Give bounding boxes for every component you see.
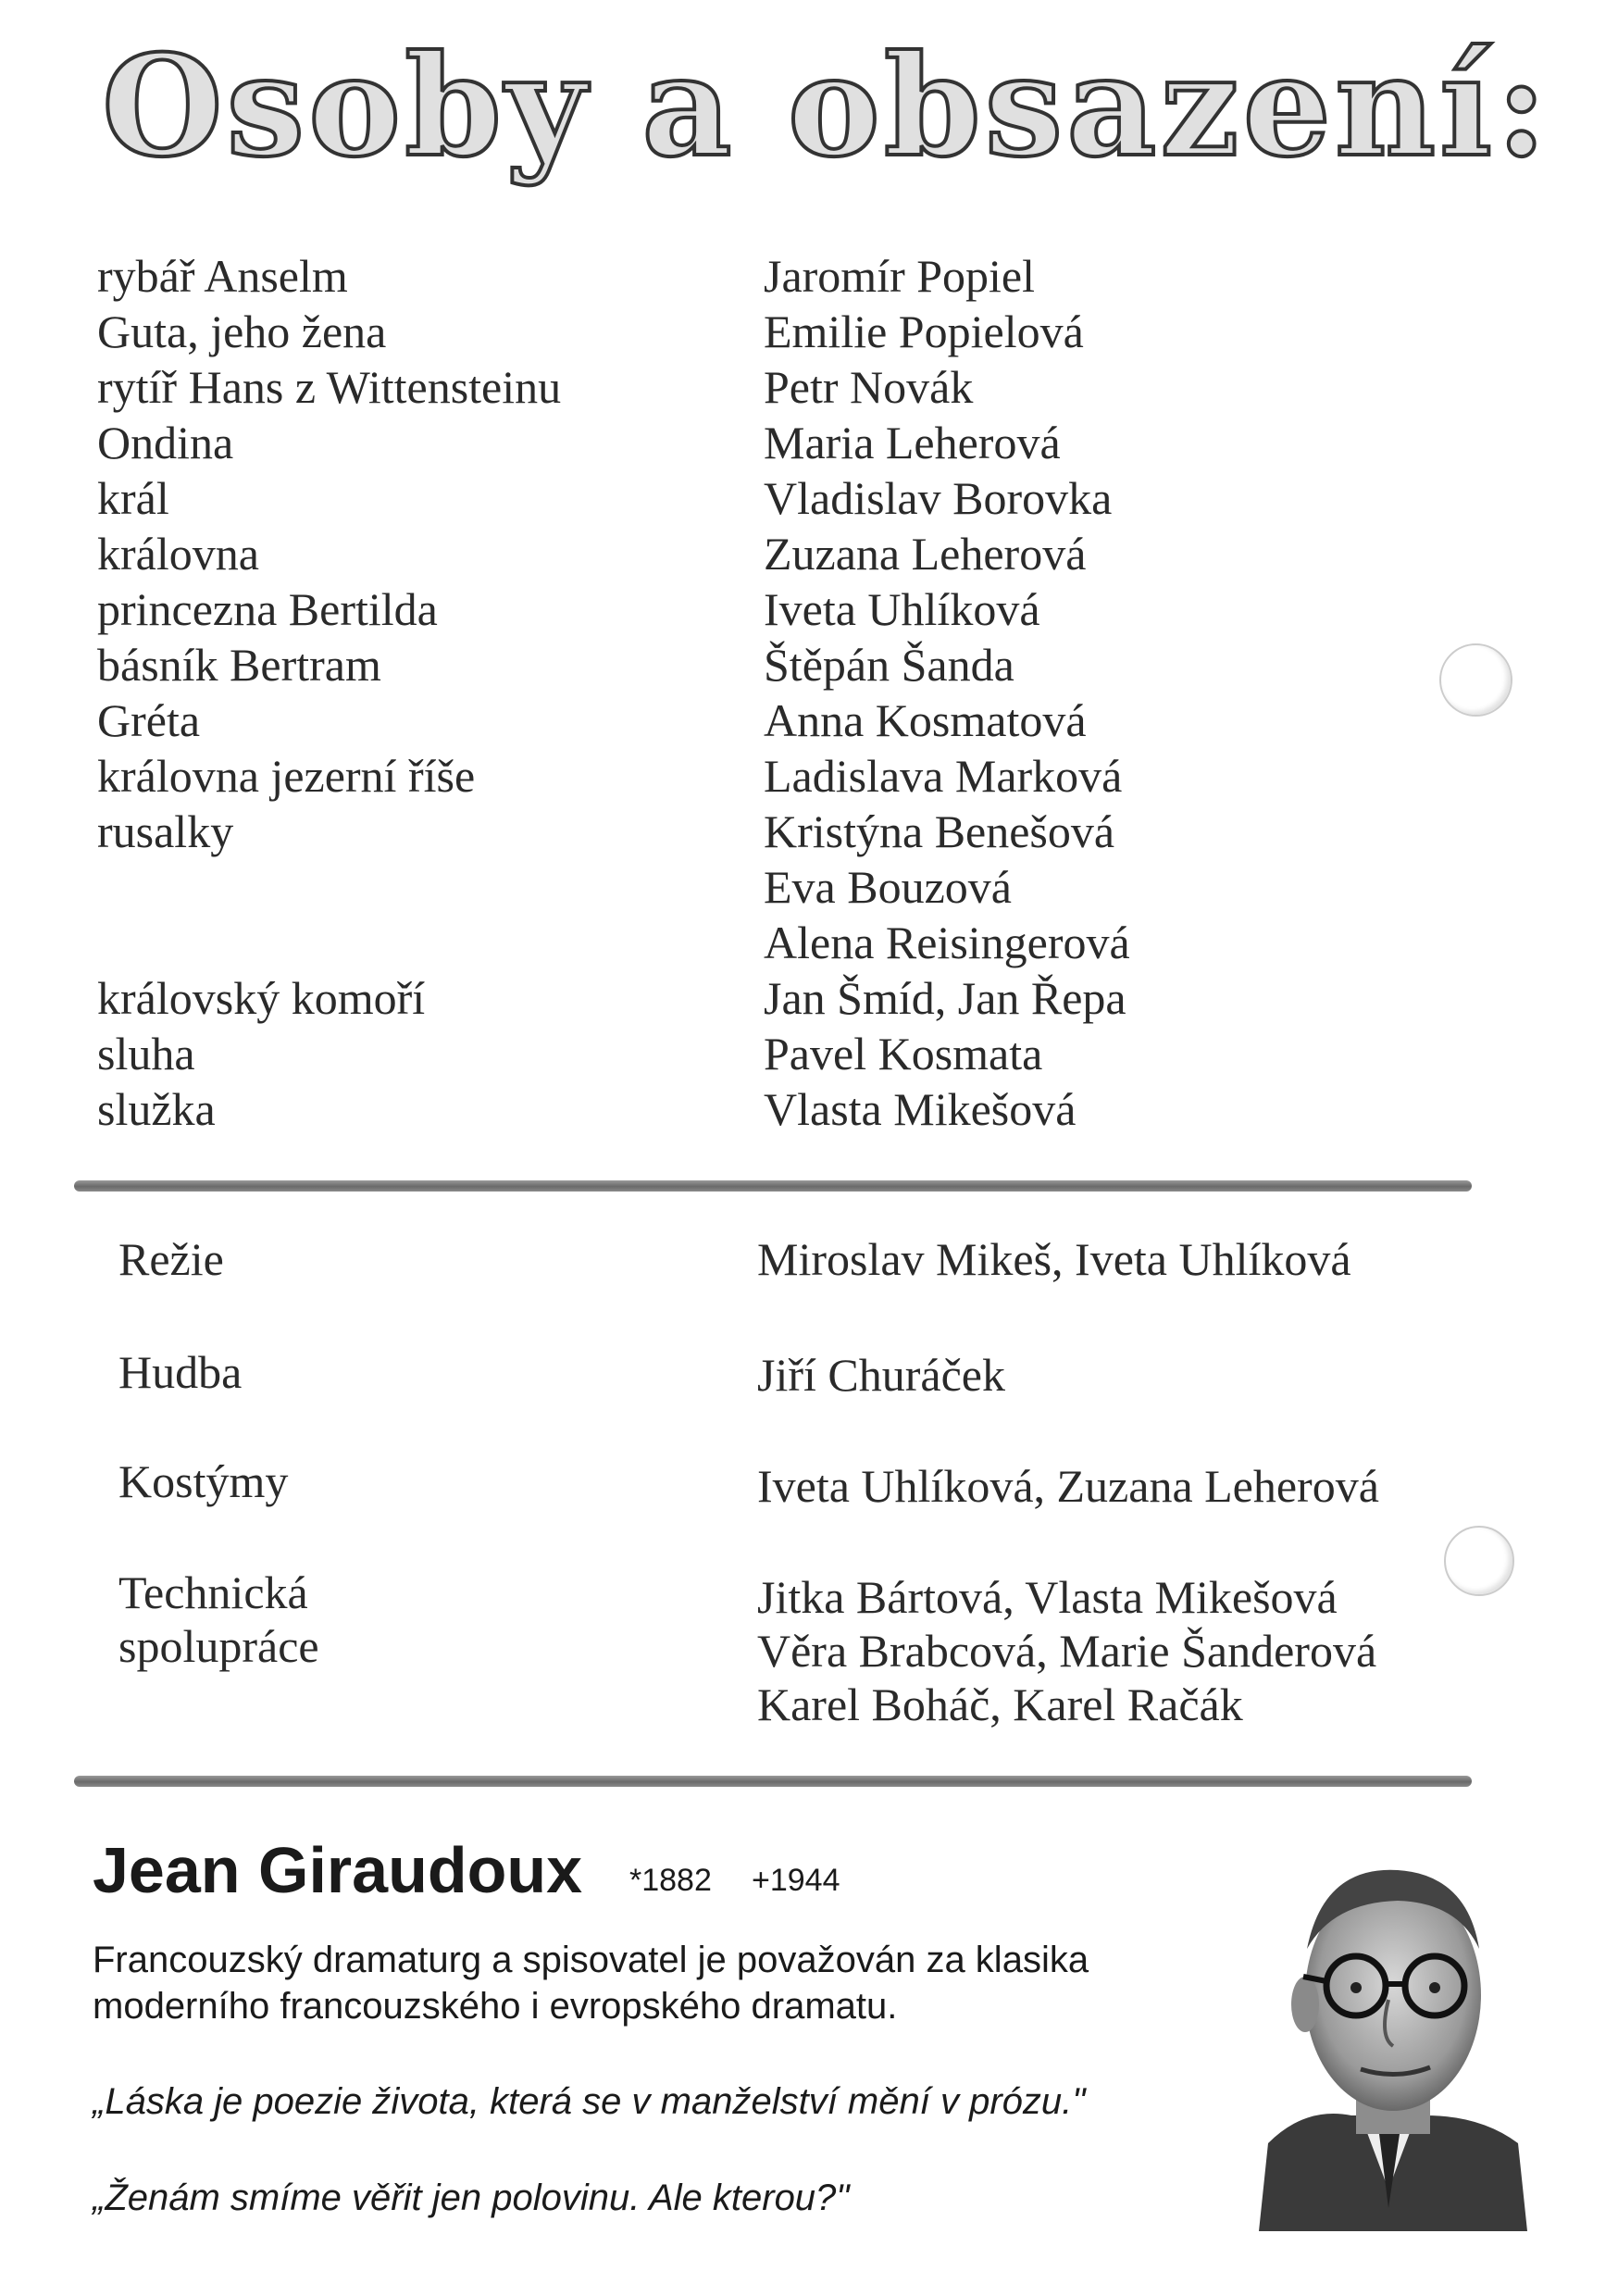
cast-actor: Anna Kosmatová (764, 694, 1087, 746)
author-quote-2: „Ženám smíme věřit jen polovinu. Ale kterou?" (93, 2177, 850, 2218)
cast-actor: Zuzana Leherová (764, 528, 1087, 580)
technical-value-1: Jitka Bártová, Vlasta Mikešová (757, 1571, 1338, 1623)
direction-value: Miroslav Mikeš, Iveta Uhlíková (757, 1233, 1351, 1285)
punch-hole (1444, 1526, 1514, 1596)
cast-role: sluha (97, 1028, 195, 1079)
cast-actor: Ladislava Marková (764, 750, 1123, 802)
costumes-label: Kostýmy (118, 1455, 289, 1507)
cast-actor: Emilie Popielová (764, 306, 1084, 357)
page-title: Osoby a obsazení: (102, 25, 1551, 188)
author-died: +1944 (752, 1863, 840, 1898)
author-quote-1: „Láska je poezie života, která se v manželství mění v prózu." (93, 2081, 1086, 2122)
role-list (97, 248, 561, 1137)
cast-role: básník Bertram (97, 639, 381, 691)
author-name: Jean Giraudoux (93, 1834, 583, 1906)
cast-role: Ondina (97, 417, 234, 468)
cast-actor: Eva Bouzová (764, 861, 1012, 913)
author-born: *1882 (629, 1863, 712, 1898)
cast-role (97, 915, 561, 970)
cast-role: Gréta (97, 694, 201, 746)
cast-actor: Jan Šmíd, Jan Řepa (764, 972, 1126, 1024)
cast-role: služka (97, 1083, 216, 1135)
actor-list (764, 248, 1130, 1137)
cast-actor: Pavel Kosmata (764, 1028, 1043, 1079)
costumes-value: Iveta Uhlíková, Zuzana Leherová (757, 1460, 1379, 1512)
technical-value-3: Karel Boháč, Karel Račák (757, 1678, 1243, 1730)
author-bio: Francouzský dramaturg a spisovatel je považován za klasika moderního francouzského i evropského dramatu. (93, 1940, 1089, 2027)
direction-label: Režie (118, 1233, 224, 1285)
music-label: Hudba (118, 1346, 243, 1398)
cast-role (97, 859, 561, 915)
cast-actor: Štěpán Šanda (764, 639, 1014, 691)
cast-role: královna (97, 528, 259, 580)
divider-bottom (74, 1776, 1472, 1787)
technical-label-2: spolupráce (118, 1620, 319, 1672)
cast-role: královna jezerní říše (97, 750, 476, 802)
cast-role: rytíř Hans z Wittensteinu (97, 361, 562, 413)
music-value: Jiří Churáček (757, 1349, 1005, 1401)
cast-role: rybář Anselm (97, 250, 348, 302)
cast-actor: Jaromír Popiel (764, 250, 1036, 302)
cast-role: princezna Bertilda (97, 583, 438, 635)
cast-role: královský komoří (97, 972, 426, 1024)
divider-top (74, 1180, 1472, 1192)
cast-role: rusalky (97, 805, 234, 857)
technical-value-2: Věra Brabcová, Marie Šanderová (757, 1625, 1377, 1677)
cast-actor: Vladislav Borovka (764, 472, 1113, 524)
cast-actor: Alena Reisingerová (764, 917, 1130, 968)
cast-role: král (97, 472, 169, 524)
cast-actor: Petr Novák (764, 361, 974, 413)
technical-label-1: Technická (118, 1566, 308, 1618)
cast-role: Guta, jeho žena (97, 306, 387, 357)
cast-actor: Maria Leherová (764, 417, 1061, 468)
cast-actor: Iveta Uhlíková (764, 583, 1040, 635)
author-portrait (1240, 1838, 1527, 2231)
cast-actor: Kristýna Benešová (764, 805, 1115, 857)
punch-hole (1439, 643, 1512, 717)
cast-actor: Vlasta Mikešová (764, 1083, 1077, 1135)
